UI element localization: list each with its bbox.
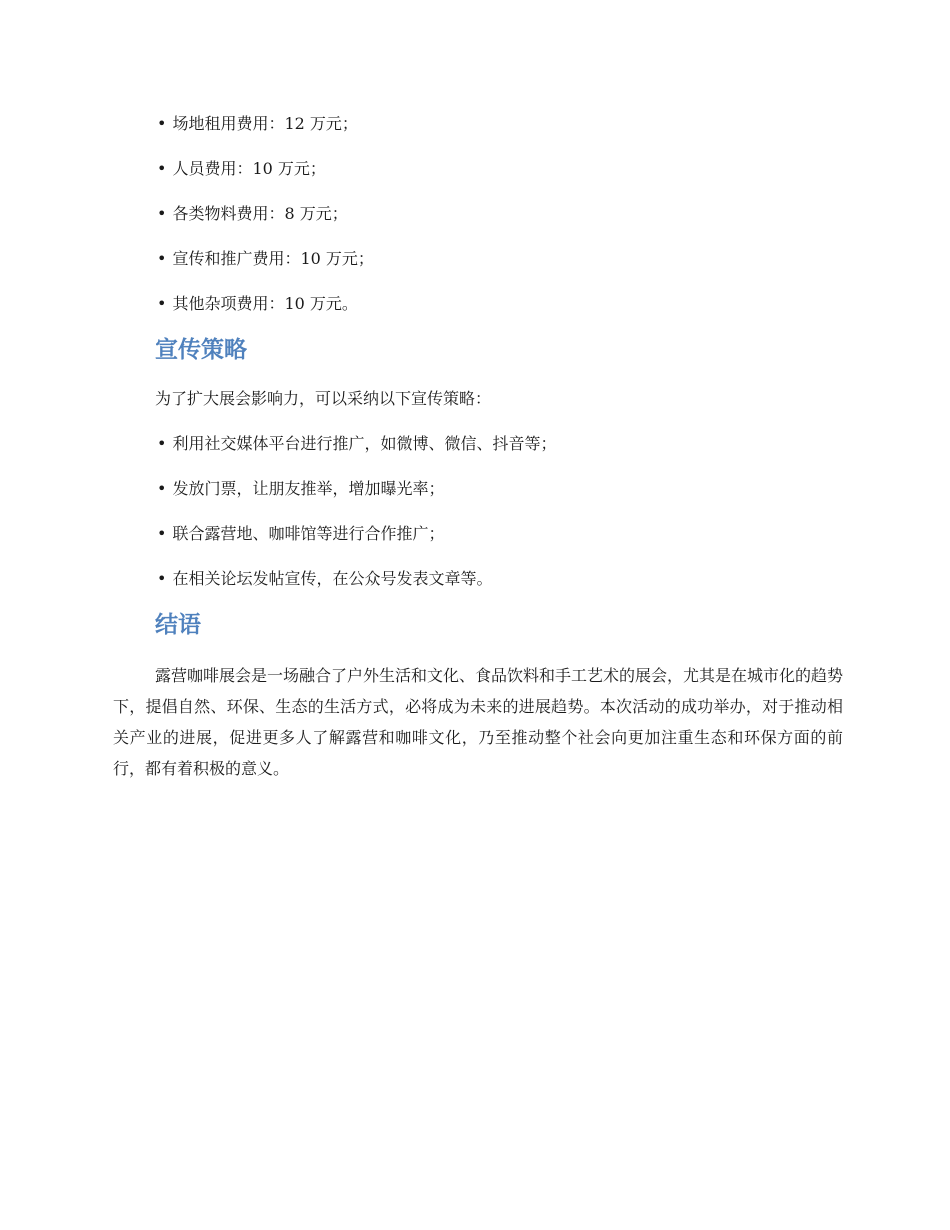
bullet-marker: •	[157, 569, 167, 588]
bullet-marker: •	[157, 114, 167, 133]
promotion-heading: 宣传策略	[155, 337, 247, 363]
promotion-item-text: 利用社交媒体平台进行推广，如微博、微信、抖音等；	[172, 434, 557, 453]
promotion-intro: 为了扩大展会影响力，可以采纳以下宣传策略：	[155, 389, 492, 408]
conclusion-heading: 结语	[155, 612, 201, 638]
bullet-marker: •	[157, 204, 167, 223]
promotion-item	[157, 475, 843, 520]
budget-item	[157, 200, 843, 245]
bullet-marker: •	[157, 249, 167, 268]
bullet-marker: •	[157, 524, 167, 543]
budget-item-text: 其他杂项费用：10 万元。	[172, 294, 358, 313]
promotion-item	[157, 430, 843, 475]
promotion-item-text: 联合露营地、咖啡馆等进行合作推广；	[172, 524, 445, 543]
conclusion-paragraph: 露营咖啡展会是一场融合了户外生活和文化、食品饮料和手工艺术的展会，尤其是在城市化的趋势下，提倡自然、环保、生态的生活方式，必将成为未来的进展趋势。本次活动的成功举办，对于推动相关产业的进展，促进更多人了解露营和咖啡文化，乃至推动整个社会向更加注重生态和环保方面的前行，都有着积极的意义。	[113, 666, 844, 778]
budget-item	[157, 245, 843, 290]
promotion-item-text: 发放门票，让朋友推举，增加曝光率；	[172, 479, 445, 498]
budget-item-text: 宣传和推广费用：10 万元；	[172, 249, 374, 268]
budget-item	[157, 290, 843, 335]
bullet-marker: •	[157, 434, 167, 453]
bullet-marker: •	[157, 479, 167, 498]
document-body	[113, 110, 843, 784]
budget-item	[157, 110, 843, 155]
promotion-item	[157, 520, 843, 565]
bullet-marker: •	[157, 159, 167, 178]
budget-item-text: 各类物料费用：8 万元；	[172, 204, 348, 223]
bullet-marker: •	[157, 294, 167, 313]
promotion-item	[157, 565, 843, 610]
promotion-item-text: 在相关论坛发帖宣传，在公众号发表文章等。	[172, 569, 493, 588]
budget-item-text: 场地租用费用：12 万元；	[172, 114, 358, 133]
budget-item-text: 人员费用：10 万元；	[172, 159, 326, 178]
budget-item	[157, 155, 843, 200]
